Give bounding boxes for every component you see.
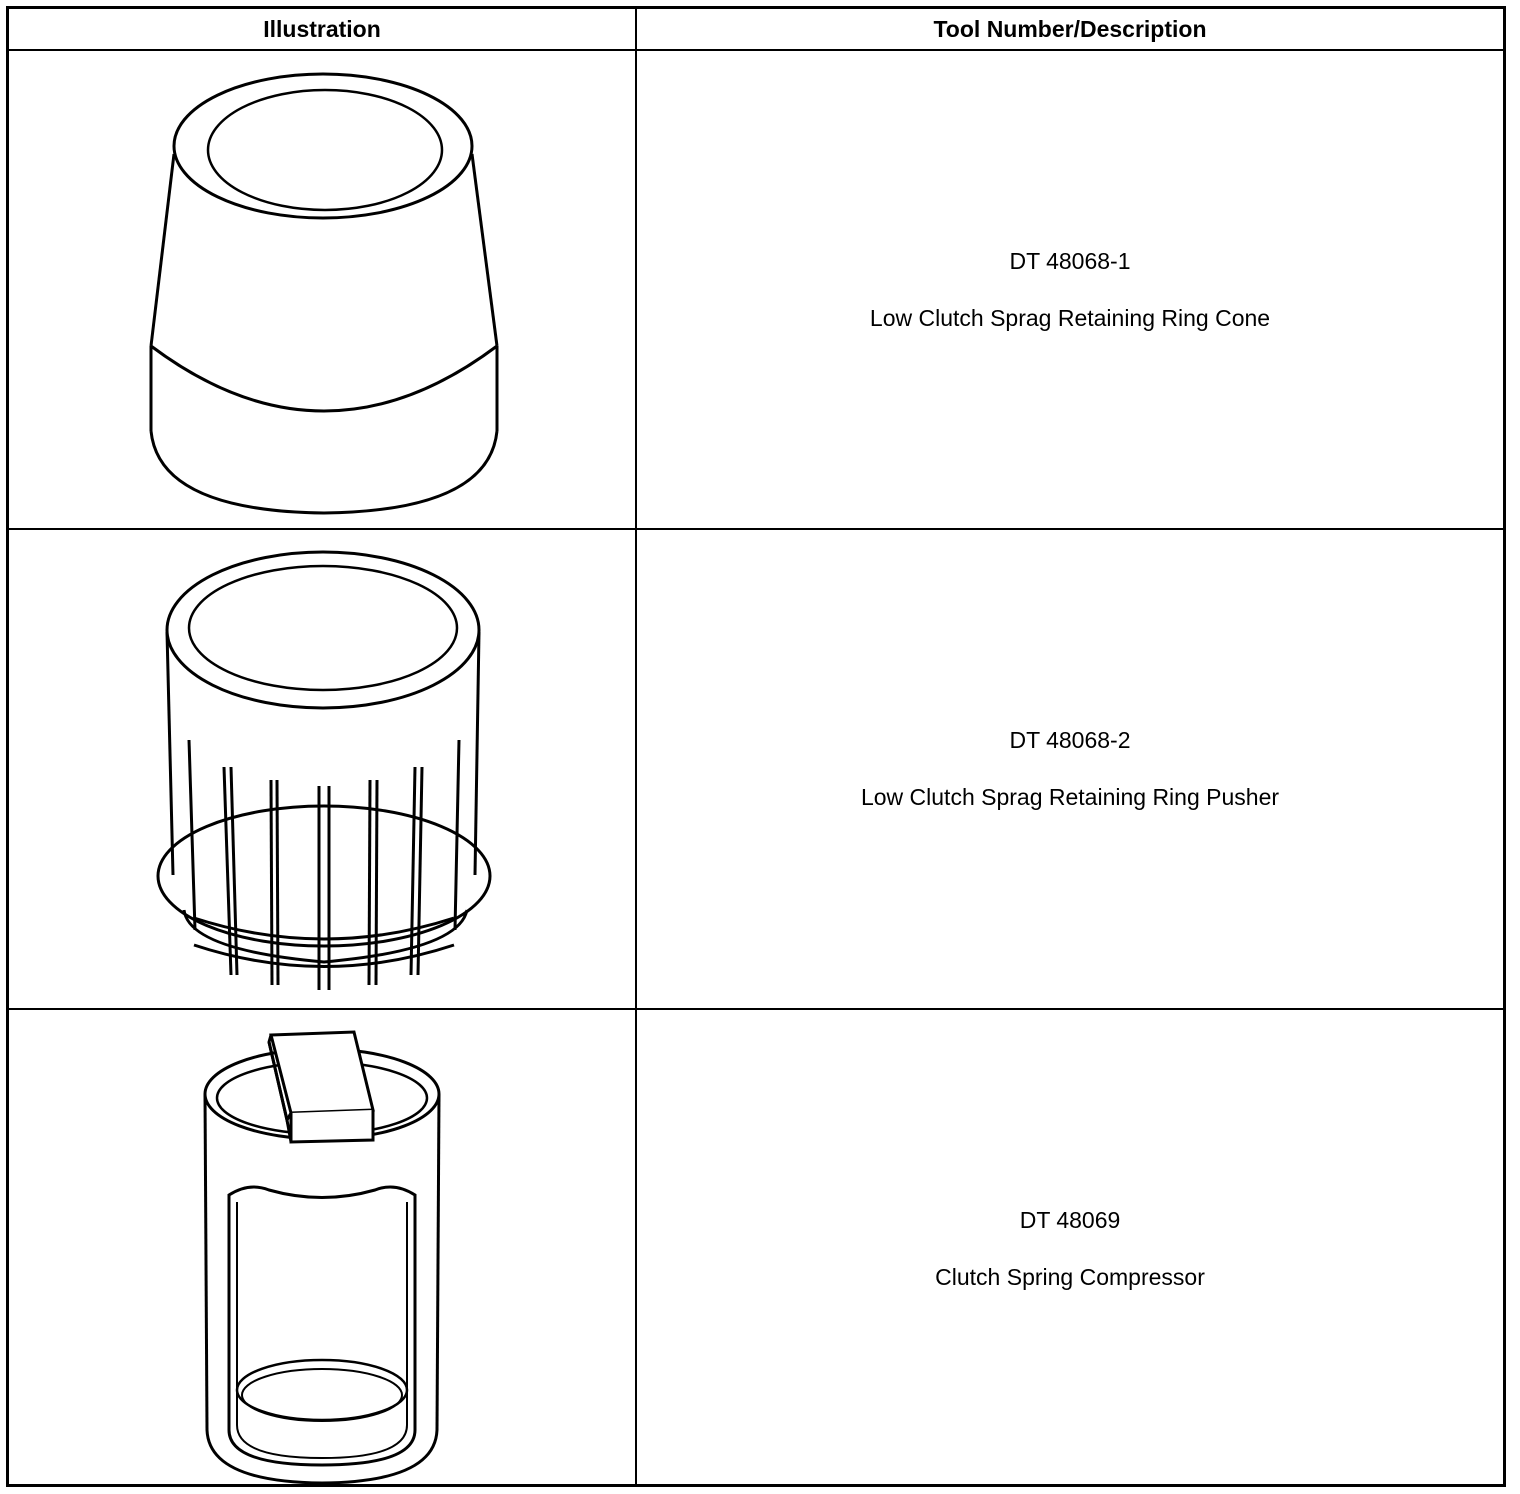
table-row xyxy=(9,530,1503,1008)
tool-table xyxy=(6,6,1506,1487)
tool-number: DT 48069 xyxy=(1019,1206,1121,1233)
illustration-cell xyxy=(9,1010,635,1487)
header-illustration: Illustration xyxy=(263,15,381,42)
illustration-cell xyxy=(9,51,635,528)
retaining-ring-cone-icon xyxy=(9,51,635,528)
tool-description: Low Clutch Sprag Retaining Ring Cone xyxy=(869,304,1271,331)
tool-description: Clutch Spring Compressor xyxy=(935,1263,1205,1290)
tool-number: DT 48068-1 xyxy=(1009,247,1131,274)
header-tool-description: Tool Number/Description xyxy=(933,15,1207,42)
description-cell xyxy=(637,1010,1503,1487)
table-row xyxy=(9,51,1503,528)
tool-description: Low Clutch Sprag Retaining Ring Pusher xyxy=(860,784,1280,810)
illustration-cell xyxy=(9,530,635,1008)
description-cell xyxy=(637,51,1503,528)
clutch-spring-compressor-icon xyxy=(9,1010,635,1487)
retaining-ring-pusher-icon xyxy=(9,530,635,1008)
description-cell xyxy=(637,530,1503,1008)
tool-number: DT 48068-2 xyxy=(1009,727,1131,753)
table-row xyxy=(9,1010,1503,1487)
